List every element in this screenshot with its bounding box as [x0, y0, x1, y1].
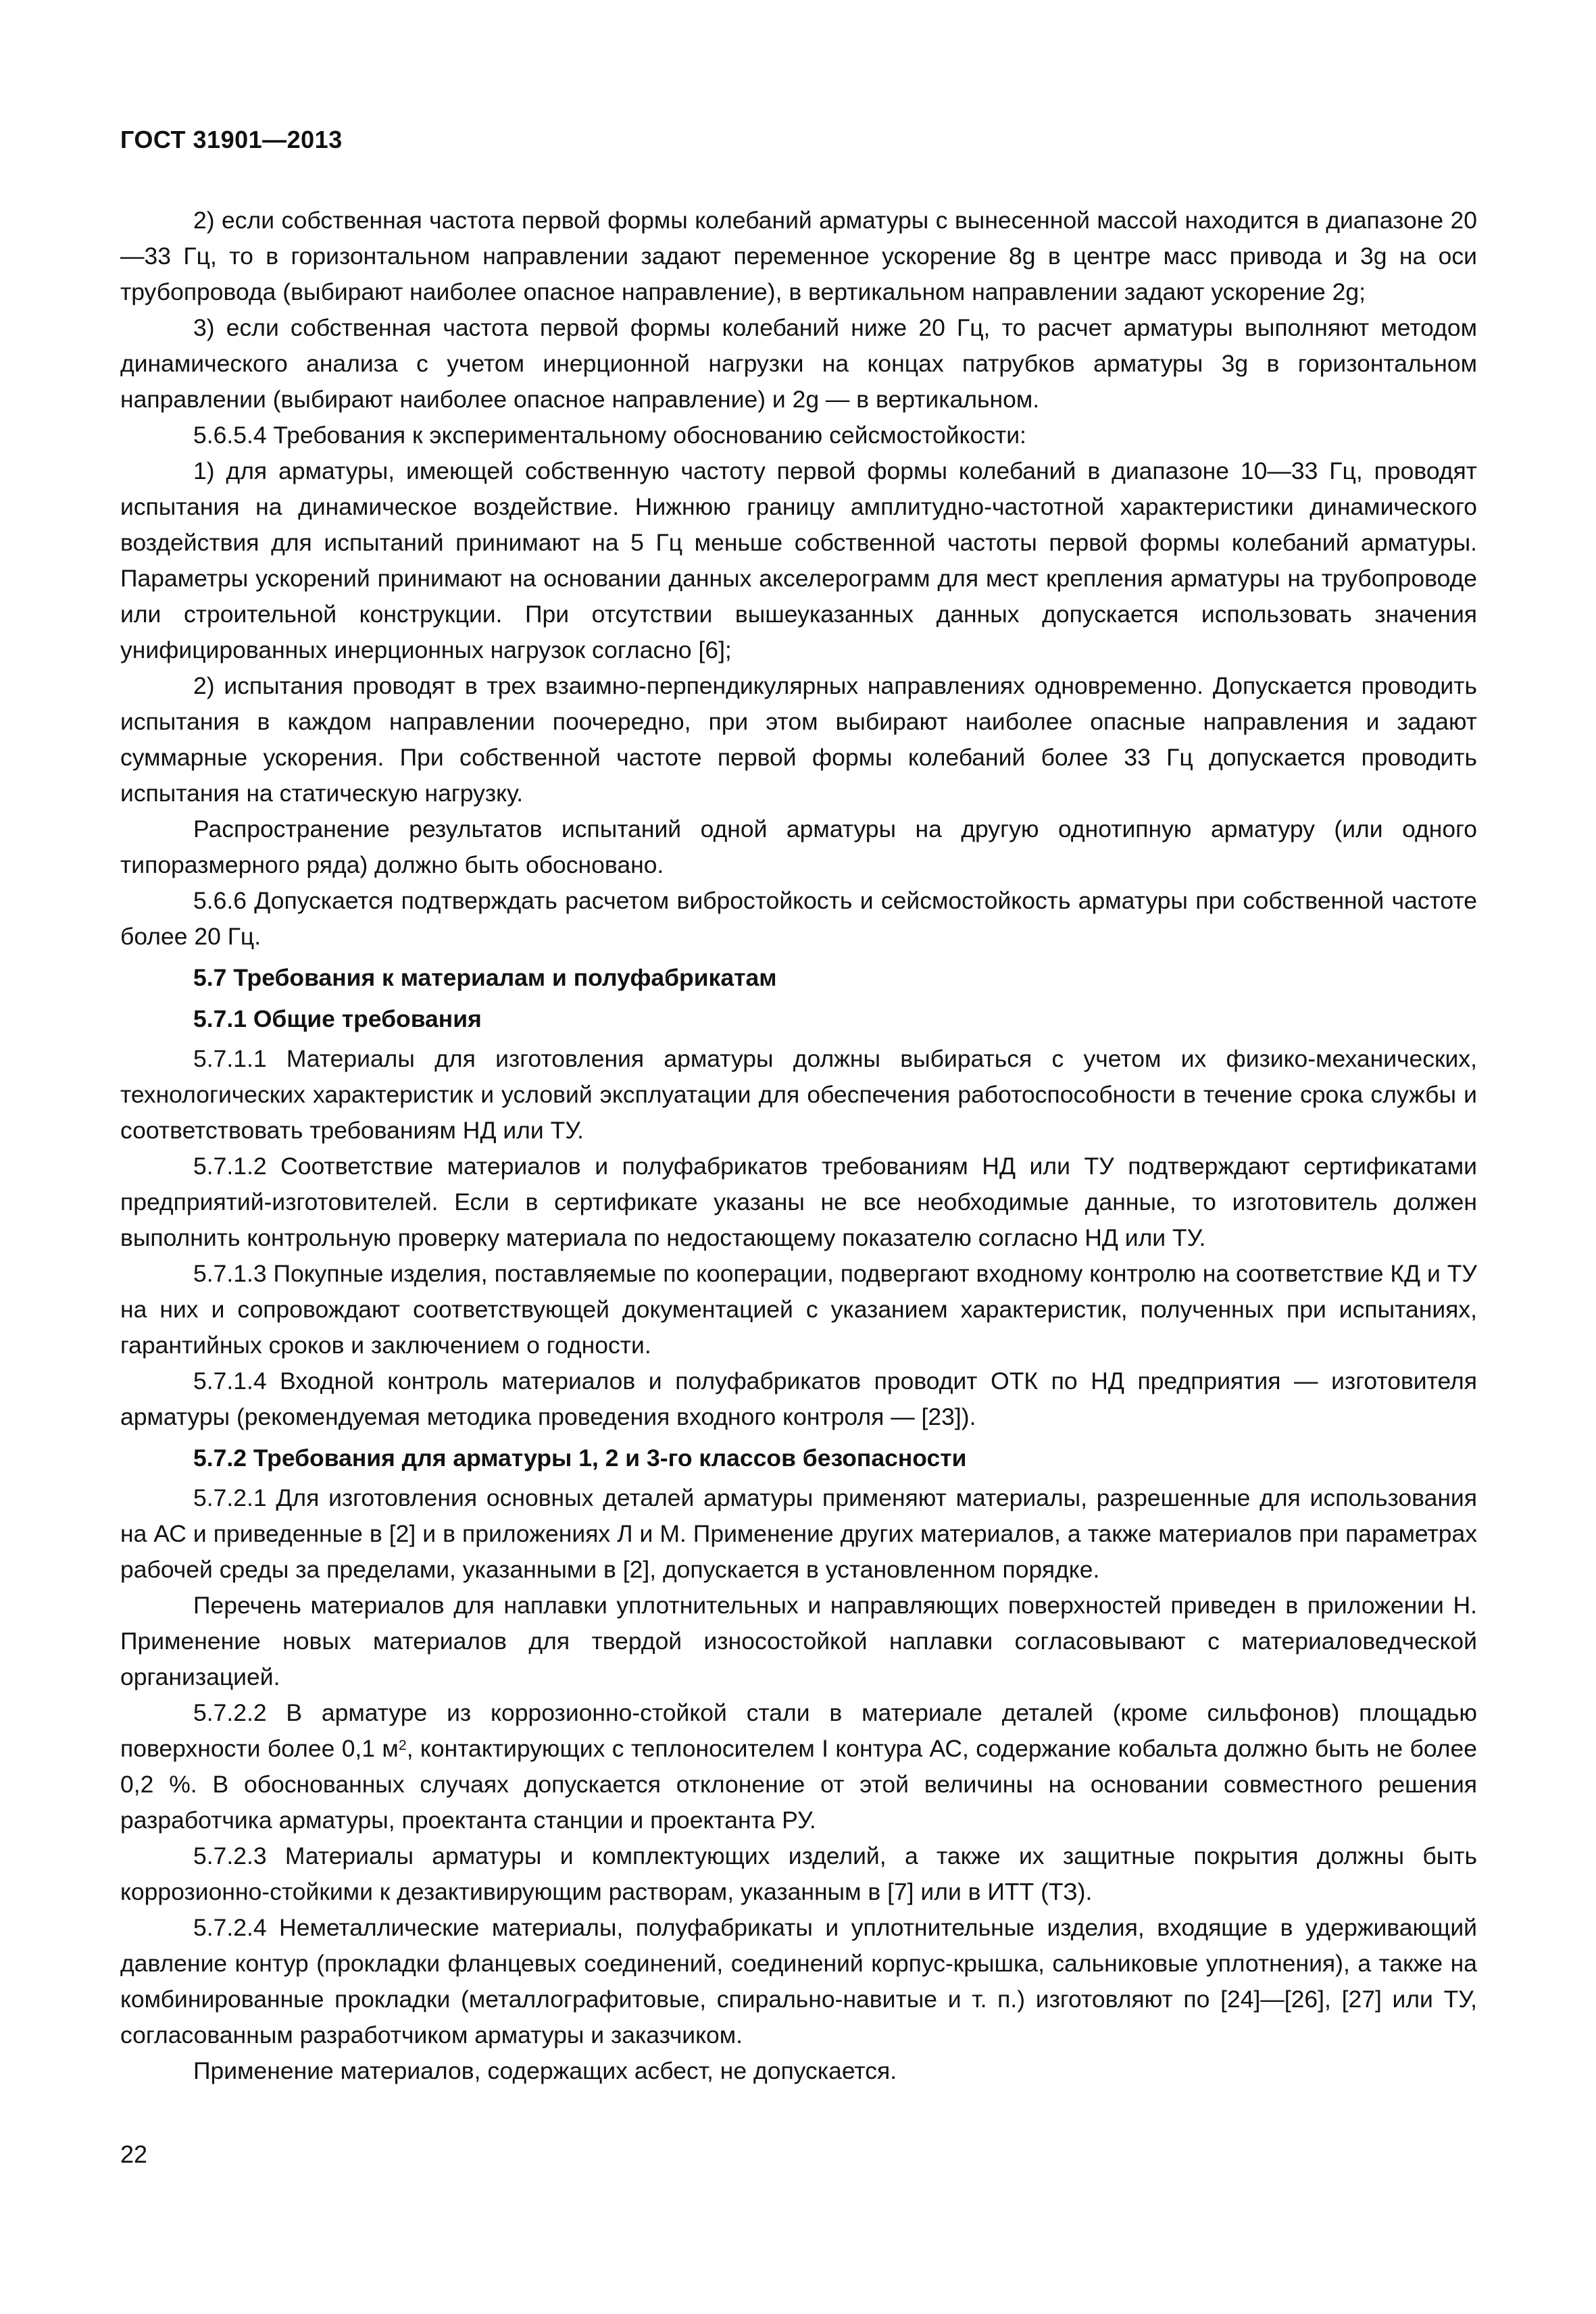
paragraph-5-6-5-4-item-2: 2) испытания проводят в трех взаимно-перпендикулярных направлениях одновременно. Допускается проводить испытания в каждом направлении поочередно, при этом выбирают наиболее опасные направления и задают суммарные ускорения. При собственной частоте первой формы колебаний более 33 Гц допускается проводить испытания на статическую нагрузку. [120, 672, 1477, 807]
paragraph-5-6-5-4: 5.6.5.4 Требования к экспериментальному обоснованию сейсмостойкости: [193, 422, 1026, 449]
section-heading-5-7-1: 5.7.1 Общие требования [193, 1005, 482, 1032]
paragraph-5-7-2-1: 5.7.2.1 Для изготовления основных деталей арматуры применяют материалы, разрешенные для использования на АС и приведенные в [2] и в приложениях Л и М. Применение других материалов, а также материалов при параметрах рабочей среды за пределами, указанными в [2], допускается в установленном порядке. [120, 1484, 1477, 1583]
paragraph-5-6-5-4-item-1: 1) для арматуры, имеющей собственную частоту первой формы колебаний в диапазоне 10—33 Гц, проводят испытания на динамическое воздействие. Нижнюю границу амплитудно-частотной характеристики динамического воздействия для испытаний принимают на 5 Гц меньше собственной частоты первой формы колебаний арматуры. Параметры ускорений принимают на основании данных акселерограмм для мест крепления арматуры на трубопроводе или строительной конструкции. При отсутствии вышеуказанных данных допускается использовать значения унифицированных инерционных нагрузок согласно [6]; [120, 457, 1477, 663]
paragraph-5-7-1-3: 5.7.1.3 Покупные изделия, поставляемые по кооперации, подвергают входному контролю на соответствие КД и ТУ на них и сопровождают соответствующей документацией с указанием характеристик, полученных при испытаниях, гарантийных сроков и заключением о годности. [120, 1260, 1477, 1359]
paragraph-5-6-5-3-item-3: 3) если собственная частота первой формы колебаний ниже 20 Гц, то расчет арматуры выполняют методом динамического анализа с учетом инерционной нагрузки на концах патрубков арматуры 3g в горизонтальном направлении (выбирают наиболее опасное направление) и 2g — в вертикальном. [120, 314, 1477, 413]
paragraph-5-6-5-3-item-2: 2) если собственная частота первой формы колебаний арматуры с вынесенной массой находится в диапазоне 20—33 Гц, то в горизонтальном направлении задают переменное ускорение 8g в центре масс привода и 3g на оси трубопровода (выбирают наиболее опасное направление), в вертикальном направлении задают ускорение 2g; [120, 207, 1477, 305]
paragraph-5-7-2-3: 5.7.2.3 Материалы арматуры и комплектующих изделий, а также их защитные покрытия должны быть коррозионно-стойкими к дезактивирующим растворам, указанным в [7] или в ИТТ (ТЗ). [120, 1842, 1477, 1905]
paragraph-5-7-1-2: 5.7.1.2 Соответствие материалов и полуфабрикатов требованиям НД или ТУ подтверждают сертификатами предприятий-изготовителей. Если в сертификате указаны не все необходимые данные, то изготовитель должен выполнить контрольную проверку материала по недостающему показателю согласно НД или ТУ. [120, 1153, 1477, 1251]
paragraph-surfacing-materials: Перечень материалов для наплавки уплотнительных и направляющих поверхностей приведен в приложении Н. Применение новых материалов для твердой износостойкой наплавки согласовывают с материаловедческой организацией. [120, 1592, 1477, 1690]
paragraph-5-7-2-4: 5.7.2.4 Неметаллические материалы, полуфабрикаты и уплотнительные изделия, входящие в удерживающий давление контур (прокладки фланцевых соединений, соединений корпус-крышка, сальниковые уплотнения), а также на комбинированные прокладки (металлографитовые, спирально-навитые и т. п.) изготовляют по [24]—[26], [27] или ТУ, согласованным разработчиком арматуры и заказчиком. [120, 1914, 1477, 2048]
paragraph-5-7-2-2-text-after: , контактирующих с теплоносителем I контура АС, содержание кобальта должно быть не более 0,2 %. В обоснованных случаях допускается отклонение от этой величины на основании совместного решения разработчика арматуры, проектанта станции и проектанта РУ. [120, 1735, 1477, 1834]
paragraph-5-6-6: 5.6.6 Допускается подтверждать расчетом вибростойкость и сейсмостойкость арматуры при собственной частоте более 20 Гц. [120, 887, 1477, 950]
paragraph-5-7-2-2 [120, 1695, 1477, 1838]
paragraph-asbestos: Применение материалов, содержащих асбест, не допускается. [193, 2057, 897, 2084]
document-header: ГОСТ 31901—2013 [120, 126, 343, 153]
paragraph-5-7-2-2-text-before: 5.7.2.2 В арматуре из коррозионно-стойкой стали в материале деталей (кроме сильфонов) площадью поверхности более 0,1 м [120, 1699, 1477, 1762]
document-body [120, 203, 1477, 2089]
paragraph-test-results: Распространение результатов испытаний одной арматуры на другую однотипную арматуру (или одного типоразмерного ряда) должно быть обосновано. [120, 815, 1477, 878]
paragraph-5-7-1-4: 5.7.1.4 Входной контроль материалов и полуфабрикатов проводит ОТК по НД предприятия — изготовителя арматуры (рекомендуемая методика проведения входного контроля — [23]). [120, 1367, 1477, 1430]
paragraph-5-7-1-1: 5.7.1.1 Материалы для изготовления арматуры должны выбираться с учетом их физико-механических, технологических характеристик и условий эксплуатации для обеспечения работоспособности в течение срока службы и соответствовать требованиям НД или ТУ. [120, 1045, 1477, 1144]
section-heading-5-7-2: 5.7.2 Требования для арматуры 1, 2 и 3-го классов безопасности [193, 1444, 967, 1472]
superscript-exponent: 2 [398, 1737, 407, 1754]
page-number: 22 [120, 2140, 148, 2168]
section-heading-5-7: 5.7 Требования к материалам и полуфабрикатам [193, 964, 777, 991]
